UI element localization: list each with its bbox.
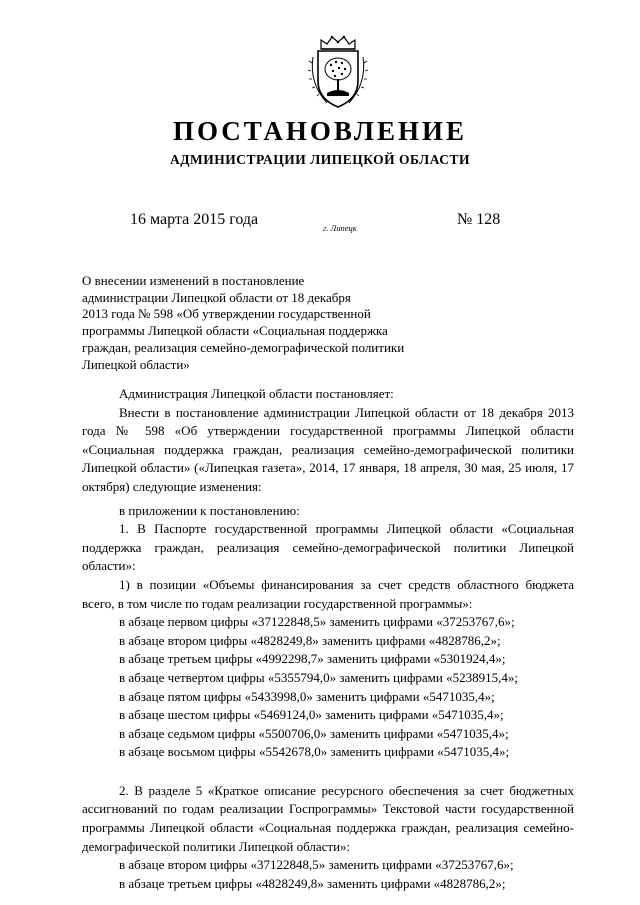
change-line: в абзаце третьем цифры «4828249,8» заменить цифрами «4828786,2»; [119, 875, 506, 891]
change-line: в абзаце третьем цифры «4992298,7» заменить цифрами «5301924,4»; [119, 651, 506, 667]
subject-line: Липецкой области» [82, 356, 190, 372]
subject-line: администрации Липецкой области от 18 декабря [82, 289, 351, 305]
change-line: в абзаце четвертом цифры «5355794,0» заменить цифрами «5238915,4»; [119, 669, 518, 685]
document-city: г. Липецк [323, 223, 357, 233]
item-2-paragraph: 2. В разделе 5 «Краткое описание ресурсного обеспечения за счет бюджетных ассигнований по годам реализации Госпрограммы» Текстовой части государственной программы Липецкой области «Социальная поддержка граждан, реализация семейно-демографической политики Липецкой области»: [82, 782, 574, 854]
document-subtitle: АДМИНИСТРАЦИИ ЛИПЕЦКОЙ ОБЛАСТИ [169, 152, 471, 167]
intro-paragraph: Администрация Липецкой области постановляет: [119, 386, 394, 401]
change-line: в абзаце втором цифры «4828249,8» заменить цифрами «4828786,2»; [119, 632, 501, 648]
appendix-paragraph: в приложении к постановлению: [119, 502, 300, 518]
main-paragraph: Внести в постановление администрации Липецкой области от 18 декабря 2013 года № 598 «Об утверждении государственной программы Липецкой области «Социальная поддержка граждан, реализация семейно-демографической политики Липецкой области» («Липецкая газета», 2014, 17 января, 18 апреля, 30 мая, 25 июля, 17 октября) следующие изменения: [82, 404, 574, 494]
document-title: ПОСТАНОВЛЕНИЕ [172, 116, 468, 146]
document-body [82, 385, 574, 893]
change-line: в абзаце седьмом цифры «5500706,0» заменить цифрами «5471035,4»; [119, 725, 509, 741]
subject-line: программы Липецкой области «Социальная поддержка [82, 323, 388, 339]
change-line: в абзаце втором цифры «37122848,5» заменить цифрами «37253767,6»; [119, 857, 514, 873]
change-line: в абзаце пятом цифры «5433998,0» заменить цифрами «5471035,4»; [119, 688, 495, 704]
subject-line: 2013 года № 598 «Об утверждении государственной [82, 306, 371, 322]
change-line: в абзаце восьмом цифры «5542678,0» заменить цифрами «5471035,4»; [119, 744, 510, 760]
item-1-paragraph: 1. В Паспорте государственной программы Липецкой области «Социальная поддержка граждан, реализация семейно-демографической политики Липецкой области»: [82, 521, 574, 574]
subject-line: граждан, реализация семейно-демографической политики [82, 339, 405, 355]
change-line: в абзаце шестом цифры «5469124,0» заменить цифрами «5471035,4»; [119, 707, 504, 723]
coat-of-arms-lipetsk-icon [307, 33, 369, 111]
item-1-1-paragraph: 1) в позиции «Объемы финансирования за счет средств областного бюджета всего, в том числе по годам реализации государственной программы»: [82, 576, 574, 611]
subject-line: О внесении изменений в постановление [82, 273, 305, 288]
document-number: № 128 [457, 211, 501, 228]
document-date: 16 марта 2015 года [130, 211, 259, 228]
change-line: в абзаце первом цифры «37122848,5» заменить цифрами «37253767,6»; [119, 614, 515, 630]
document-subject [82, 273, 482, 373]
